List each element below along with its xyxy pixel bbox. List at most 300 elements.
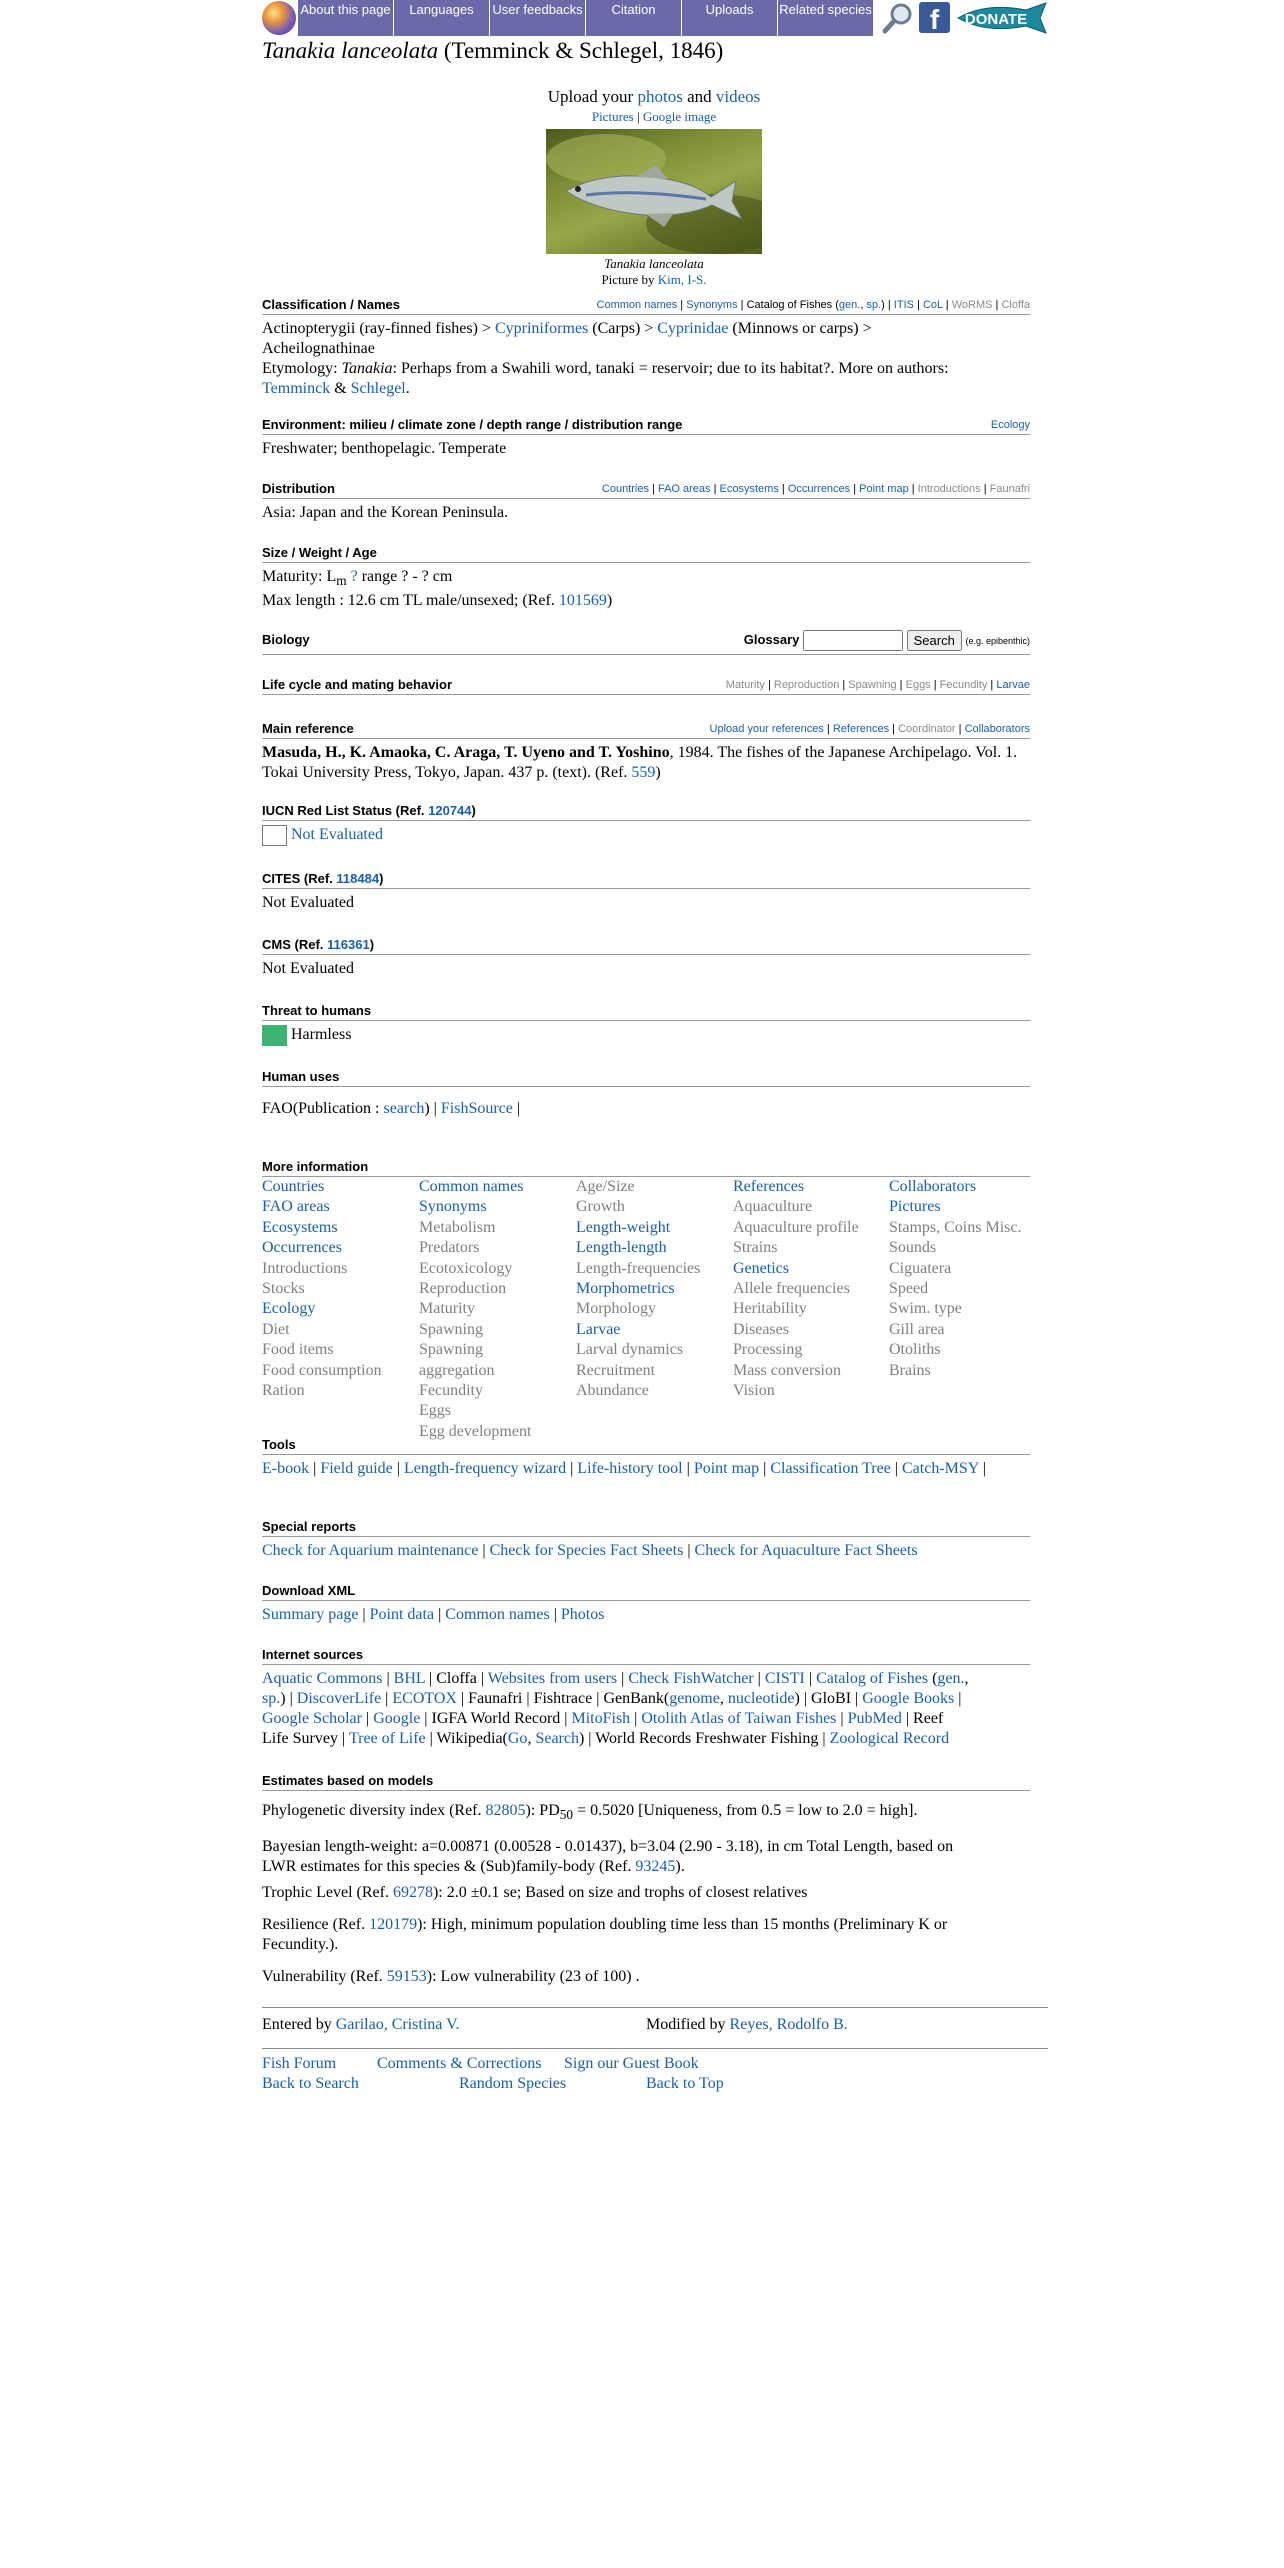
- author-schlegel-link[interactable]: Schlegel: [350, 380, 406, 397]
- worms-link[interactable]: WoRMS: [951, 299, 993, 311]
- page-title: [262, 38, 723, 64]
- videos-link[interactable]: videos: [715, 87, 761, 106]
- world-records-text: World Records Freshwater Fishing: [595, 1730, 819, 1747]
- catalog-prefix: Catalog of Fishes (: [746, 299, 839, 311]
- species-authority: (Temminck & Schlegel, 1846): [443, 38, 724, 63]
- section-header: Special reports: [262, 1518, 1030, 1537]
- close-paren: ): [606, 592, 613, 610]
- google-link[interactable]: Google: [373, 1710, 421, 1727]
- glossary-search-button[interactable]: Search: [907, 630, 962, 651]
- section-header: Size / Weight / Age: [262, 544, 1030, 563]
- reproduction-link[interactable]: Reproduction: [773, 679, 840, 691]
- more-info-link[interactable]: Larvae: [576, 1320, 621, 1338]
- more-info-column: [576, 1177, 733, 1401]
- facebook-icon[interactable]: f: [919, 2, 950, 33]
- pubmed-link[interactable]: PubMed: [847, 1710, 902, 1727]
- pd-sub: 50: [559, 1807, 574, 1823]
- zoological-record-link[interactable]: Zoological Record: [829, 1730, 950, 1747]
- section-header: Threat to humans: [262, 1002, 1030, 1021]
- more-info-link[interactable]: Aquaculture profile: [733, 1218, 859, 1236]
- globi-text: GloBI: [811, 1690, 852, 1707]
- bay-close: ).: [675, 1858, 685, 1876]
- xml-summary-link[interactable]: Summary page: [262, 1606, 359, 1623]
- xml-common-names-link[interactable]: Common names: [445, 1606, 550, 1623]
- wikipedia-search-link[interactable]: Search: [535, 1730, 579, 1747]
- countries-link[interactable]: Countries: [601, 483, 649, 495]
- faunafri-text: Faunafri: [468, 1690, 523, 1707]
- donate-button[interactable]: [956, 2, 1048, 34]
- human-uses-text: [262, 1099, 1030, 1119]
- genbank-genome-link[interactable]: genome: [669, 1690, 720, 1707]
- tools-links: E-book | Field guide | Length-frequency wizard | Life-history tool | Point map | Classification Tree | Catch-MSY |: [262, 1460, 986, 1477]
- genbank-text: GenBank(: [603, 1690, 670, 1707]
- upload-prefix: Upload your: [547, 87, 634, 106]
- close-paren: ): [655, 764, 661, 781]
- mid: ) |: [424, 1100, 437, 1117]
- more-info-link[interactable]: Metabolism: [419, 1218, 496, 1236]
- vul-prefix: Vulnerability (Ref.: [262, 1968, 383, 1986]
- more-info-link[interactable]: Introductions: [262, 1259, 348, 1277]
- search-icon[interactable]: [882, 1, 916, 35]
- ref-120744-link[interactable]: 120744: [428, 803, 472, 818]
- reference-authors: Masuda, H., K. Amaoka, C. Araga, T. Uyeno and T. Yoshino: [262, 744, 670, 761]
- more-info-link[interactable]: Strains: [733, 1239, 778, 1257]
- coordinator-link[interactable]: Coordinator: [898, 723, 956, 735]
- sp-link[interactable]: sp.: [866, 299, 882, 311]
- more-info-link[interactable]: Diseases: [733, 1320, 789, 1338]
- order-common: (Carps) >: [592, 320, 654, 337]
- more-info-link[interactable]: Pictures: [889, 1198, 941, 1216]
- more-info-column: [889, 1177, 1046, 1381]
- section-header: More information: [262, 1158, 1030, 1177]
- cites-status: Not Evaluated: [262, 894, 354, 911]
- discoverlife-link[interactable]: DiscoverLife: [296, 1690, 382, 1707]
- more-info-link[interactable]: Maturity: [419, 1300, 475, 1318]
- more-info-link[interactable]: Otoliths: [889, 1341, 941, 1359]
- more-info-column: [419, 1177, 576, 1442]
- section-header: [262, 296, 1030, 315]
- more-info-link[interactable]: Ecosystems: [262, 1218, 338, 1236]
- entered-prefix: Entered by: [262, 2016, 332, 2033]
- more-info-link[interactable]: Length-length: [576, 1239, 667, 1257]
- more-info-link[interactable]: aggregation: [419, 1361, 495, 1379]
- photo-caption: Tanakia lanceolata: [604, 256, 704, 271]
- section-header: [262, 870, 1030, 889]
- section-header: [262, 802, 1030, 821]
- more-info-link[interactable]: References: [733, 1178, 805, 1195]
- section-header: Distribution Countries | FAO areas | Ecosystems | Occurrences | Point map | Introductions | Faunafri: [262, 480, 1030, 499]
- more-info-link[interactable]: Occurrences: [262, 1239, 342, 1257]
- more-info-link[interactable]: Food items: [262, 1341, 334, 1359]
- modified-by: [646, 2016, 848, 2034]
- ref-59153-link[interactable]: 59153: [386, 1968, 427, 1986]
- more-info-link[interactable]: Age/Size: [576, 1178, 635, 1195]
- report-species-fact-link[interactable]: Check for Species Fact Sheets: [489, 1542, 684, 1559]
- back-to-search-link[interactable]: Back to Search: [262, 2075, 359, 2092]
- tool-point-map-link[interactable]: Point map: [693, 1460, 760, 1477]
- ref-69278-link[interactable]: 69278: [392, 1884, 433, 1902]
- header-suffix: ): [369, 937, 375, 952]
- more-info-column: [733, 1177, 890, 1401]
- more-info-link[interactable]: Predators: [419, 1239, 480, 1257]
- order-link[interactable]: Cypriniformes: [494, 320, 589, 337]
- family-link[interactable]: Cyprinidae: [657, 320, 729, 337]
- ref-82805-link[interactable]: 82805: [485, 1802, 526, 1819]
- fishsource-link[interactable]: FishSource: [440, 1100, 513, 1117]
- more-info-link[interactable]: Morphology: [576, 1300, 656, 1318]
- ref-120179-link[interactable]: 120179: [369, 1916, 418, 1934]
- max-length: Max length : 12.6 cm TL male/unsexed; (Ref.: [262, 592, 555, 610]
- ref-101569-link[interactable]: 101569: [558, 592, 607, 610]
- more-info-link[interactable]: Genetics: [733, 1259, 789, 1277]
- xml-point-data-link[interactable]: Point data: [369, 1606, 435, 1623]
- more-info-columns: [262, 1177, 1030, 1440]
- internet-sources-links: Aquatic Commons | BHL | Cloffa | Websites from users | Check FishWatcher | CISTI | Catalog of Fishes (gen., sp.) | DiscoverLife | ECOTOX | Faunafri | Fishtrace | GenBank(genome, nucleotide) | GloBI | Google Books | Google Scholar | Google | IGFA World Record | MitoFish | Otolith Atlas of Taiwan Fishes | PubMed | Reef Life Survey | Tree of Life | Wikipedia(Go, Search) | World Records Freshwater Fishing | Zoological Record: [262, 1670, 969, 1747]
- itis-link[interactable]: ITIS: [893, 299, 914, 311]
- more-info-link[interactable]: Swim. type: [889, 1300, 962, 1318]
- header-suffix: ): [471, 803, 476, 818]
- tree-of-life-link[interactable]: Tree of Life: [348, 1730, 426, 1747]
- modified-prefix: Modified by: [646, 2016, 726, 2033]
- more-info-link[interactable]: Mass conversion: [733, 1361, 841, 1379]
- nav-about[interactable]: About this page: [298, 0, 394, 36]
- size-text: [262, 567, 1030, 611]
- tool-length-frequency-link[interactable]: Length-frequency wizard: [403, 1460, 567, 1477]
- more-info-link[interactable]: Reproduction: [419, 1280, 507, 1298]
- download-xml-links: Summary page | Point data | Common names | Photos: [262, 1606, 605, 1623]
- cloffa-text: Cloffa: [436, 1670, 477, 1687]
- reference-text: , 1984. The fishes of the Japanese Archipelago. Vol. 1. Tokai University Press, Tokyo, Japan. 437 p. (text). (Ref.: [262, 744, 1018, 781]
- human-uses-section: [262, 1068, 1030, 1119]
- reef-text: Reef: [913, 1710, 944, 1727]
- tool-ebook-link[interactable]: E-book: [262, 1460, 310, 1477]
- iucn-section: [262, 802, 1030, 846]
- more-info-link[interactable]: Ciguatera: [889, 1259, 952, 1277]
- maturity-link[interactable]: ?: [350, 568, 358, 585]
- more-info-link[interactable]: Eggs: [419, 1402, 451, 1420]
- threat-status-box: [262, 1025, 287, 1046]
- distribution-section: [262, 480, 1030, 523]
- tool-classification-tree-link[interactable]: Classification Tree: [770, 1460, 891, 1477]
- gen-link[interactable]: gen.: [838, 299, 861, 311]
- iucn-status-link[interactable]: Not Evaluated: [291, 826, 383, 844]
- more-info-link[interactable]: Ecotoxicology: [419, 1259, 513, 1277]
- pictures-link[interactable]: Pictures: [591, 109, 634, 124]
- more-info-link[interactable]: Speed: [889, 1280, 929, 1298]
- donate-label: DONATE: [964, 11, 1028, 28]
- more-info-link[interactable]: Abundance: [576, 1382, 649, 1400]
- google-scholar-link[interactable]: Google Scholar: [262, 1710, 362, 1727]
- more-info-link[interactable]: Processing: [733, 1341, 803, 1359]
- upload-references-link[interactable]: Upload your references: [709, 723, 824, 735]
- distribution-text: Asia: Japan and the Korean Peninsula.: [262, 504, 509, 521]
- otolith-atlas-link[interactable]: Otolith Atlas of Taiwan Fishes: [641, 1710, 837, 1727]
- bay-line1: Bayesian length-weight: a=0.00871 (0.00528 - 0.01437), b=3.04 (2.90 - 3.18), in cm Total Length, based on: [262, 1838, 954, 1856]
- more-info-link[interactable]: Length-frequencies: [576, 1259, 701, 1277]
- report-aquarium-link[interactable]: Check for Aquarium maintenance: [262, 1542, 479, 1559]
- more-info-link[interactable]: Gill area: [889, 1320, 945, 1338]
- tools-section: [262, 1436, 1030, 1479]
- more-info-link[interactable]: Countries: [262, 1178, 325, 1195]
- special-reports-links: Check for Aquarium maintenance | Check for Species Fact Sheets | Check for Aquaculture Fact Sheets: [262, 1542, 918, 1559]
- glossary-example: (e.g. epibenthic): [965, 636, 1030, 646]
- guest-book-link[interactable]: Sign our Guest Book: [564, 2055, 699, 2072]
- threat-section: [262, 1002, 1030, 1046]
- more-info-link[interactable]: Allele frequencies: [733, 1280, 850, 1298]
- more-info-link[interactable]: Diet: [262, 1320, 290, 1338]
- eggs-link[interactable]: Eggs: [905, 679, 931, 691]
- section-header: Human uses: [262, 1068, 1030, 1087]
- header-suffix: ): [379, 871, 384, 886]
- ecosystems-link[interactable]: Ecosystems: [719, 483, 779, 495]
- maturity-prefix: Maturity: L: [262, 568, 337, 585]
- cms-section: [262, 936, 1030, 979]
- google-books-link[interactable]: Google Books: [862, 1690, 955, 1707]
- random-species-link[interactable]: Random Species: [459, 2075, 567, 2092]
- cites-header: CITES (Ref.: [262, 871, 333, 886]
- entered-by-link[interactable]: Garilao, Cristina V.: [335, 2016, 460, 2033]
- photo-area: [262, 86, 1046, 288]
- glossary-label: Glossary: [743, 632, 800, 647]
- pd-text: = 0.5020 [Uniqueness, from 0.5 = low to 2.0 = high].: [573, 1802, 918, 1819]
- cites-section: [262, 870, 1030, 913]
- more-info-link[interactable]: Morphometrics: [576, 1280, 675, 1298]
- res-line1: ): High, minimum population doubling time less than 15 months (Preliminary K or: [417, 1916, 948, 1934]
- comments-corrections-link[interactable]: Comments & Corrections: [377, 2055, 542, 2072]
- more-info-link[interactable]: Length-weight: [576, 1218, 671, 1236]
- troph-prefix: Trophic Level (Ref.: [262, 1884, 389, 1902]
- etymology-text: : Perhaps from a Swahili word, tanaki = reservoir; due to its habitat?. More on authors:: [392, 360, 949, 377]
- synonyms-link[interactable]: Synonyms: [686, 299, 738, 311]
- col-link[interactable]: CoL: [922, 299, 943, 311]
- biology-header: Biology: [262, 632, 310, 647]
- faunafri-link[interactable]: Faunafri: [989, 483, 1030, 495]
- more-info-link[interactable]: Common names: [419, 1178, 524, 1195]
- dot: .: [405, 380, 410, 397]
- more-info-link[interactable]: Heritability: [733, 1300, 807, 1318]
- iucn-status: [262, 825, 1030, 846]
- collaborators-link[interactable]: Collaborators: [964, 723, 1030, 735]
- top-nav: [262, 0, 1046, 36]
- common-names-link[interactable]: Common names: [596, 299, 678, 311]
- fao-areas-link[interactable]: FAO areas: [657, 483, 711, 495]
- end: |: [516, 1100, 521, 1117]
- footer-divider-2: [262, 2048, 1048, 2049]
- more-info-link[interactable]: Ecology: [262, 1300, 316, 1318]
- tool-field-guide-link[interactable]: Field guide: [320, 1460, 393, 1477]
- classification-text: [262, 319, 1046, 399]
- maturity-sub: m: [336, 573, 347, 589]
- fish-image: [546, 129, 762, 254]
- section-header: Life cycle and mating behavior Maturity | Reproduction | Spawning | Eggs | Fecundity | Larvae: [262, 676, 1030, 695]
- more-info-link[interactable]: Food consumption: [262, 1361, 382, 1379]
- vul-text: ): Low vulnerability (23 of 100) .: [426, 1968, 640, 1986]
- bhl-link[interactable]: BHL: [393, 1670, 426, 1687]
- ref-116361-link[interactable]: 116361: [327, 937, 370, 952]
- res-prefix: Resilience (Ref.: [262, 1916, 366, 1934]
- trophic-level: [262, 1883, 1046, 1903]
- iucn-status-box: [262, 825, 287, 846]
- aquatic-commons-link[interactable]: Aquatic Commons: [262, 1670, 383, 1687]
- biology-section: [262, 630, 1030, 655]
- maturity-link[interactable]: Maturity: [725, 679, 765, 691]
- section-header: Internet sources: [262, 1646, 1030, 1665]
- picture-credit: [262, 272, 1046, 288]
- more-info-link[interactable]: Stamps, Coins Misc.: [889, 1218, 1022, 1236]
- more-info-link[interactable]: Recruitment: [576, 1361, 656, 1379]
- larvae-link[interactable]: Larvae: [996, 679, 1030, 691]
- back-to-top-link[interactable]: Back to Top: [646, 2075, 724, 2092]
- nav-related-species[interactable]: Related species: [778, 0, 874, 36]
- more-info-link[interactable]: Spawning: [419, 1320, 483, 1338]
- point-map-link[interactable]: Point map: [859, 483, 909, 495]
- picture-by-link[interactable]: Kim, I-S.: [657, 272, 707, 287]
- more-info-link[interactable]: Egg development: [419, 1422, 532, 1440]
- distribution-header: Distribution: [262, 481, 335, 496]
- section-header: Download XML: [262, 1582, 1030, 1601]
- author-temminck-link[interactable]: Temminck: [262, 380, 331, 397]
- picture-by-prefix: Picture by: [601, 272, 655, 287]
- entered-by: [262, 2016, 460, 2034]
- wikipedia-go-link[interactable]: Go: [507, 1730, 528, 1747]
- more-info-link[interactable]: Sounds: [889, 1239, 937, 1257]
- fishbase-globe-icon[interactable]: [262, 1, 296, 35]
- more-info-link[interactable]: Fecundity: [419, 1382, 483, 1400]
- ecology-link[interactable]: Ecology: [990, 419, 1030, 431]
- iucn-header: IUCN Red List Status (Ref.: [262, 803, 425, 818]
- nav-citation[interactable]: Citation: [586, 0, 682, 36]
- environment-text: Freshwater; benthopelagic. Temperate: [262, 440, 507, 457]
- section-header: [262, 936, 1030, 955]
- cms-header: CMS (Ref.: [262, 937, 324, 952]
- phylogenetic-diversity: [262, 1801, 1046, 1825]
- more-info-link[interactable]: Collaborators: [889, 1178, 977, 1195]
- bayesian-length-weight: [262, 1837, 1046, 1877]
- modified-by-link[interactable]: Reyes, Rodolfo B.: [729, 2016, 848, 2033]
- introductions-link[interactable]: Introductions: [917, 483, 981, 495]
- catalog-of-fishes-link[interactable]: Catalog of Fishes: [816, 1670, 929, 1687]
- species-name: Tanakia lanceolata: [262, 38, 439, 63]
- family-common: (Minnows or carps) >: [732, 320, 872, 337]
- threat-status-text: Harmless: [291, 1026, 352, 1044]
- etymology-prefix: Etymology:: [262, 360, 338, 377]
- websites-from-users-link[interactable]: Websites from users: [487, 1670, 618, 1687]
- and-text: and: [687, 87, 712, 106]
- download-xml-section: [262, 1582, 1030, 1625]
- tool-life-history-link[interactable]: Life-history tool: [577, 1460, 683, 1477]
- igfa-text: IGFA World Record: [431, 1710, 561, 1727]
- more-info-link[interactable]: Stocks: [262, 1280, 305, 1298]
- fish-forum-link[interactable]: Fish Forum: [262, 2055, 337, 2072]
- internet-sources-section: [262, 1646, 1030, 1749]
- picture-links: Pictures | Google image: [591, 109, 717, 124]
- catalog-suffix: ): [881, 299, 885, 311]
- more-info-column: [262, 1177, 419, 1401]
- fecundity-link[interactable]: Fecundity: [939, 679, 988, 691]
- fishtrace-text: Fishtrace: [533, 1690, 593, 1707]
- more-info-link[interactable]: Growth: [576, 1198, 625, 1216]
- photos-link[interactable]: photos: [637, 87, 683, 106]
- check-fishwatcher-link[interactable]: Check FishWatcher: [628, 1670, 754, 1687]
- bay-line2: LWR estimates for this species & (Sub)family-body (Ref.: [262, 1858, 632, 1876]
- more-info-link[interactable]: Vision: [733, 1382, 775, 1400]
- wikipedia-text: Wikipedia(: [436, 1730, 508, 1747]
- cms-status: Not Evaluated: [262, 960, 354, 977]
- more-info-link[interactable]: FAO areas: [262, 1198, 330, 1216]
- ref-118484-link[interactable]: 118484: [336, 871, 380, 886]
- reef-life-survey-text: Life Survey: [262, 1730, 338, 1747]
- main-reference-header: Main reference: [262, 721, 354, 736]
- spawning-link[interactable]: Spawning: [848, 679, 897, 691]
- ref-559-link[interactable]: 559: [631, 764, 656, 781]
- pd-prefix: Phylogenetic diversity index (Ref.: [262, 1802, 482, 1819]
- page: [262, 0, 1046, 2092]
- special-reports-section: [262, 1518, 1030, 1561]
- lifecycle-header: Life cycle and mating behavior: [262, 677, 452, 692]
- vulnerability: [262, 1967, 1046, 1987]
- footer-divider: [262, 2007, 1048, 2008]
- xml-photos-link[interactable]: Photos: [560, 1606, 605, 1623]
- section-header: Tools: [262, 1436, 1030, 1455]
- more-info-section: [262, 1158, 1030, 1440]
- references-link[interactable]: References: [832, 723, 890, 735]
- cloffa-link[interactable]: Cloffa: [1001, 299, 1030, 311]
- nav-user-feedbacks[interactable]: User feedbacks: [490, 0, 586, 36]
- catalog-sp-link[interactable]: sp.: [262, 1690, 281, 1707]
- tool-catch-msy-link[interactable]: Catch-MSY: [902, 1460, 979, 1477]
- more-info-link[interactable]: Synonyms: [419, 1198, 487, 1216]
- threat-status: [262, 1025, 1030, 1046]
- report-aquaculture-fact-link[interactable]: Check for Aquaculture Fact Sheets: [694, 1542, 918, 1559]
- more-info-link[interactable]: Aquaculture: [733, 1198, 813, 1216]
- size-section: [262, 544, 1030, 611]
- environment-header: Environment: milieu / climate zone / depth range / distribution range: [262, 417, 683, 432]
- classification-links: Common names | Synonyms | Catalog of Fishes (gen., sp.) | ITIS | CoL | WoRMS | Cloffa: [596, 299, 1030, 311]
- more-info-link[interactable]: Ration: [262, 1382, 305, 1400]
- glossary-input[interactable]: [803, 630, 903, 651]
- genbank-nucleotide-link[interactable]: nucleotide: [727, 1690, 795, 1707]
- nav-languages[interactable]: Languages: [394, 0, 490, 36]
- main-reference-text: [262, 743, 1046, 783]
- fao-search-link[interactable]: search: [383, 1100, 425, 1117]
- occurrences-link[interactable]: Occurrences: [787, 483, 851, 495]
- section-header: [262, 416, 1030, 435]
- fish-photo[interactable]: [546, 129, 762, 254]
- more-info-link[interactable]: Larval dynamics: [576, 1341, 684, 1359]
- google-image-link[interactable]: Google image: [642, 109, 717, 124]
- more-info-link[interactable]: Spawning: [419, 1341, 483, 1359]
- mitofish-link[interactable]: MitoFish: [571, 1710, 631, 1727]
- environment-section: [262, 416, 1030, 459]
- class-text: Actinopterygii (ray-finned fishes) >: [262, 320, 491, 337]
- more-info-link[interactable]: Brains: [889, 1361, 931, 1379]
- section-header: Main reference Upload your references | References | Coordinator | Collaborators: [262, 720, 1030, 739]
- estimates-section: [262, 1772, 1030, 1987]
- upload-line: [262, 86, 1046, 108]
- cisti-link[interactable]: CISTI: [764, 1670, 805, 1687]
- ref-93245-link[interactable]: 93245: [635, 1858, 676, 1876]
- section-header: [262, 630, 1030, 655]
- ecotox-link[interactable]: ECOTOX: [392, 1690, 457, 1707]
- lifecycle-section: [262, 676, 1030, 695]
- nav-uploads[interactable]: Uploads: [682, 0, 778, 36]
- section-header: Estimates based on models: [262, 1772, 1030, 1791]
- catalog-gen-link[interactable]: gen.: [937, 1670, 965, 1687]
- res-line2: Fecundity.).: [262, 1936, 339, 1954]
- classification-header: Classification / Names: [262, 297, 400, 312]
- pd-mid: ): PD: [525, 1802, 560, 1819]
- estimates-text: [262, 1801, 1046, 1987]
